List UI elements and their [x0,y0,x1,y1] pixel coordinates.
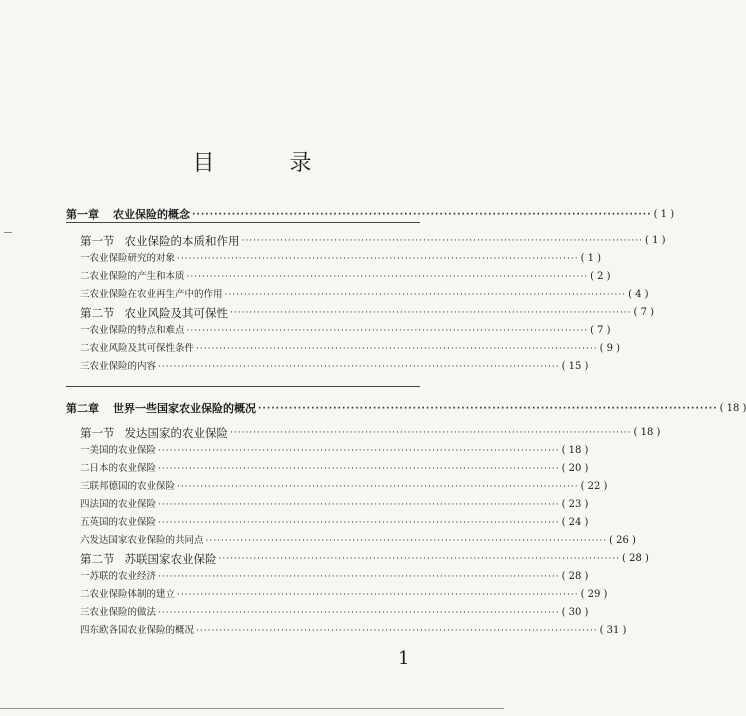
item-number: 三 [80,361,90,372]
item-number: 一 [80,253,90,264]
item-line [66,478,608,496]
scan-mark [4,232,12,233]
section-title: 发达国家的农业保险 [124,426,228,440]
section-title: 苏联国家农业保险 [124,552,217,566]
page-ref: ( 7 ) [633,307,655,318]
leader-dots: ········································································································ [196,626,598,636]
item-title: 苏联的农业经济 [89,571,157,582]
section-label: 第一节 [80,234,115,248]
item-title: 农业保险在农业再生产中的作用 [89,289,223,300]
leader-dots: ········································································································ [230,308,632,318]
item-line [66,604,589,622]
bottom-edge [0,708,504,709]
leader-dots: ········································································································ [218,554,621,564]
leader-dots: ········································································································ [158,500,560,510]
page-ref: ( 9 ) [599,343,621,354]
item-title: 农业风险及其可保性条件 [89,343,195,354]
leader-dots: ········································································································ [158,572,560,582]
item-line [66,568,589,586]
page-ref: ( 23 ) [561,499,589,510]
chapter-label: 第一章 [66,208,99,221]
item-line [66,460,589,478]
leader-dots: ········································································································ [241,236,644,246]
chapter-2-line [66,400,746,418]
chapter-2-rule [66,386,420,387]
table-of-contents [66,206,746,640]
leader-dots: ········································································································ [186,326,589,336]
item-line [66,514,589,532]
leader-dots: ········································································································ [158,362,560,372]
item-title: 农业保险的内容 [89,361,157,372]
leader-dots: ········································································································ [158,518,560,528]
item-number: 三 [80,607,90,618]
section-line [66,550,649,568]
page-ref: ( 28 ) [561,571,589,582]
page-ref: ( 28 ) [622,553,649,564]
section-label: 第二节 [80,552,115,566]
section-label: 第二节 [80,306,115,320]
page-ref: ( 18 ) [561,445,589,456]
item-title: 农业保险研究的对象 [89,253,176,264]
item-number: 三 [80,481,90,492]
item-title: 农业保险体制的建立 [89,589,176,600]
item-title: 日本的农业保险 [89,463,157,474]
item-line [66,586,608,604]
item-line [66,532,636,550]
item-title: 法国的农业保险 [89,499,157,510]
item-number: 三 [80,289,90,300]
section-title: 农业风险及其可保性 [124,306,228,320]
item-line [66,358,589,376]
item-line [66,268,611,286]
page-ref: ( 31 ) [599,625,627,636]
item-number: 五 [80,517,90,528]
section-title: 农业保险的本质和作用 [124,234,240,248]
page-ref: ( 20 ) [561,463,589,474]
leader-dots: ········································································································ [186,272,589,282]
page-ref: ( 18 ) [719,403,746,414]
item-line [66,340,621,358]
leader-dots: ········································································································ [192,210,652,220]
page-ref: ( 30 ) [561,607,589,618]
page-title: 目 录 [192,151,346,176]
item-number: 一 [80,325,90,336]
page-ref: ( 1 ) [580,253,602,264]
item-number: 六 [80,535,90,546]
page-ref: ( 1 ) [653,209,675,220]
item-number: 四 [80,625,90,636]
item-number: 四 [80,499,90,510]
page-ref: ( 29 ) [580,589,608,600]
item-line [66,286,649,304]
page-ref: ( 2 ) [590,271,611,282]
leader-dots: ········································································································ [177,590,579,600]
item-title: 联邦德国的农业保险 [89,481,176,492]
item-number: 一 [80,571,90,582]
item-line [66,250,602,268]
item-number: 二 [80,463,90,474]
item-title: 农业保险的产生和本质 [89,271,185,282]
item-line [66,322,611,340]
item-title: 英国的农业保险 [89,517,157,528]
chapter-title: 农业保险的概念 [113,208,190,221]
leader-dots: ········································································································ [158,464,560,474]
item-line [66,496,589,514]
leader-dots: ········································································································ [224,290,627,300]
section-label: 第一节 [80,426,115,440]
chapter-1-rule [66,222,420,223]
page-ref: ( 7 ) [590,325,611,336]
leader-dots: ········································································································ [177,254,579,264]
section-line [66,232,666,250]
leader-dots: ········································································································ [205,536,608,546]
page-ref: ( 18 ) [633,427,661,438]
page-ref: ( 15 ) [561,361,589,372]
section-line [66,304,655,322]
page-ref: ( 26 ) [609,535,636,546]
leader-dots: ········································································································ [258,404,718,414]
item-title: 发达国家农业保险的共同点 [89,535,204,546]
chapter-title: 世界一些国家农业保险的概况 [113,402,256,415]
page-ref: ( 24 ) [561,517,589,528]
page-ref: ( 22 ) [580,481,608,492]
item-title: 农业保险的做法 [89,607,157,618]
page-number: 1 [398,648,410,669]
page-ref: ( 1 ) [645,235,666,246]
leader-dots: ········································································································ [230,428,632,438]
item-number: 二 [80,343,90,354]
item-line [66,622,627,640]
leader-dots: ········································································································ [196,344,598,354]
item-number: 二 [80,271,90,282]
section-line [66,424,661,442]
item-title: 美国的农业保险 [89,445,157,456]
item-title: 东欧各国农业保险的概况 [89,625,195,636]
leader-dots: ········································································································ [158,446,560,456]
item-title: 农业保险的特点和难点 [89,325,185,336]
leader-dots: ········································································································ [158,608,560,618]
item-number: 一 [80,445,90,456]
item-number: 二 [80,589,90,600]
item-line [66,442,589,460]
page-ref: ( 4 ) [628,289,649,300]
chapter-label: 第二章 [66,402,99,415]
leader-dots: ········································································································ [177,482,579,492]
